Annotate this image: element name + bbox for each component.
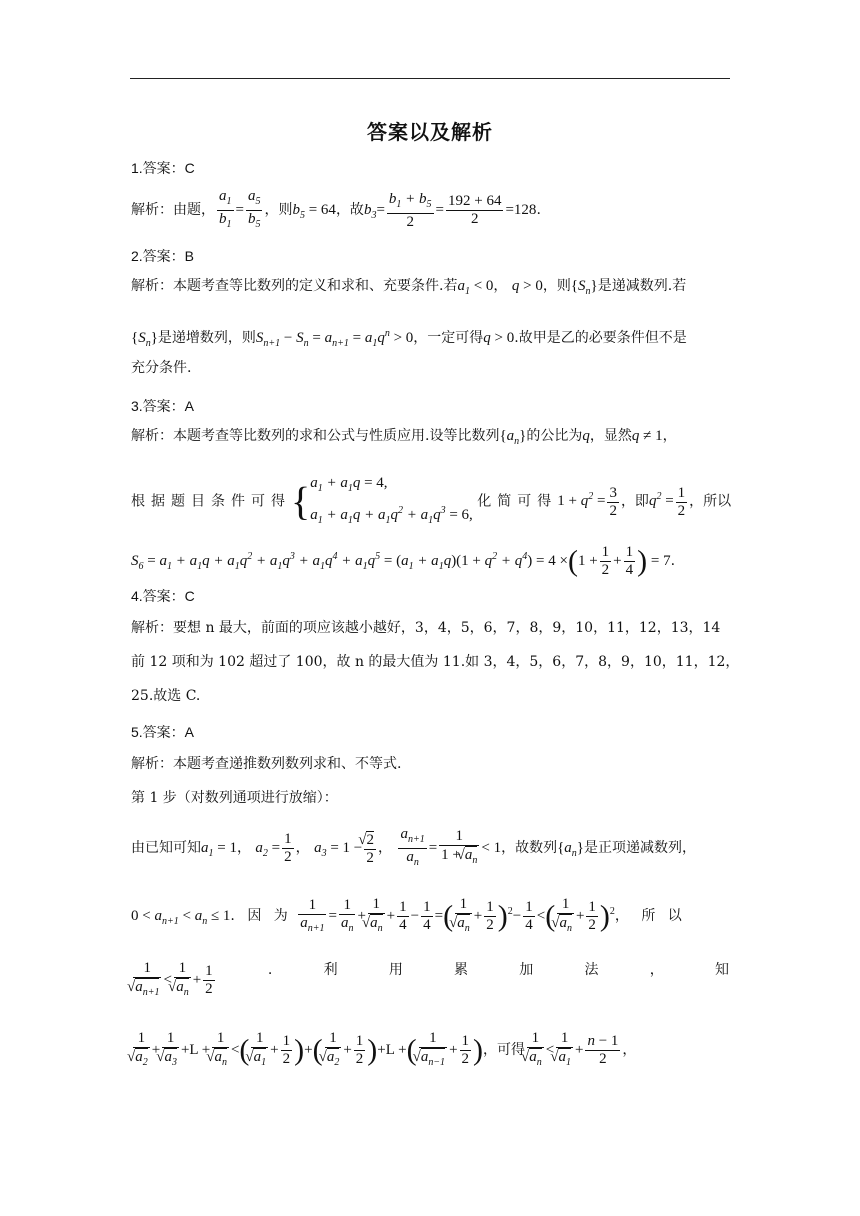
answer-2: 2.答案：B xyxy=(131,248,195,264)
answer-5: 5.答案：A xyxy=(131,724,195,740)
page-title: 答案以及解析 xyxy=(367,120,493,144)
explanation-5-line-2: 第 1 步（对数列通项进行放缩）： xyxy=(131,790,338,806)
explanation-3-line-3: $S_6 = a_1 + a_1q + a_1q^2 + a_1q^3 + a_1q^4 + a_1q^5 = (a_1 + a_1q)(1 + q^2 + q^4) = 4 \times(1$ + $\frac{1}{2}$ + $\frac{1}{4}$ ) = 7. xyxy=(131,544,676,578)
explanation-2-line-3: 充分条件. xyxy=(131,360,192,376)
explanation-5-line-1: 解析：本题考查递推数列数列求和、不等式. xyxy=(131,756,402,772)
answer-4: 4.答案：C xyxy=(131,588,195,604)
explanation-2-line-1: 解析：本题考查等比数列的定义和求和、充要条件.若$a_1 < 0$， q > 0，则$\{S_n\}$是递减数列.若 xyxy=(131,278,687,297)
explanation-2-line-2: $\{S_n\}$是递增数列，则$S_{n+1} - S_n = a_{n+1} = a_1q^n > 0$，一定可得q > 0.故甲是乙的必要条件但不是 xyxy=(131,328,687,349)
explanation-5-line-3: 由已知可知$a_1 = 1$， $a_2$ = $\frac{1}{2}$ ， $a_3 = 1$ − √ $\frac{2}{2}$ ， $\frac{a_{n+1}}{a_n}$ = $\frac{1}{1 + √ a_n}$ < 1，故数列$\{a_n\}$是正项递减数列， xyxy=(131,826,731,871)
header-rule xyxy=(130,78,730,79)
explanation-5-line-4: $0 < a_{n+1} < a_n \le 1$. 因 为 $\frac{1}{a_{n+1}}$ = $\frac{1}{a_n}$ + 1 √ $a_n$ + $\frac{1}{4}$ − $\frac{1}{4}$ =( 1 √ $a_n$ + $\frac{1}{2}$ )$^2$− $\frac{1}{4}$ <( 1 √ $a_n$ + $\frac{1}{2}$ )$^2$， 所 以 xyxy=(131,896,731,937)
explanation-4-line-1: 解析：要想 n 最大，前面的项应该越小越好，3，4，5，6，7，8，9，10，11，12，13，14 xyxy=(131,620,721,636)
answer-1: 1.答案：C xyxy=(131,160,195,176)
explanation-3-line-2: 根据题目条件可得{ $a_1 + a_1q = 4$, $a_1 + a_1q + a_1q^2 + a_1q^3 = 6$, 化简可得$1 + q^2$ = $\frac{3}{2}$ ，即$q^2$ = $\frac{1}{2}$ ，所以 xyxy=(131,475,732,526)
explanation-4-line-3: 25.故选 C. xyxy=(131,688,201,704)
explanation-1: 解析：由题， $\frac{a_1}{b_1}$ = $\frac{a_5}{b_5}$ ，则$b_5 = 64$，故$b_3=$ $\frac{b_1 + b_5}{2}$ = $\frac{192 + 64}{2}$ =128. xyxy=(131,188,541,230)
explanation-4-line-2: 前 12 项和为 102 超过了 100，故 n 的最大值为 11.如 3，4，5，6，7，8，9，10，11，12， xyxy=(131,654,740,670)
answer-3: 3.答案：A xyxy=(131,398,195,414)
explanation-5-line-6: 1 √ $a_2$ + 1 √ $a_3$ +L + 1 √ $a_n$ <( 1 √ $a_1$ + $\frac{1}{2}$ )+( 1 √ $a_2$ + $\frac{1}{2}$ )+L +( 1 √ $a_{n-1}$ + $\frac{1}{2}$ )，可得 1 √ $a_n$ < 1 √ $a_1$ + $\frac{n - 1}{2}$ ， xyxy=(131,1030,731,1071)
explanation-5-line-5: 1 √ $a_{n+1}$ < 1 √ $a_n$ + $\frac{1}{2}$ . 利 用 累 加 法 ， 知 xyxy=(131,960,731,1001)
explanation-3-line-1: 解析：本题考查等比数列的求和公式与性质应用.设等比数列$\{a_n\}$的公比为q，显然q ≠ 1， xyxy=(131,428,677,447)
